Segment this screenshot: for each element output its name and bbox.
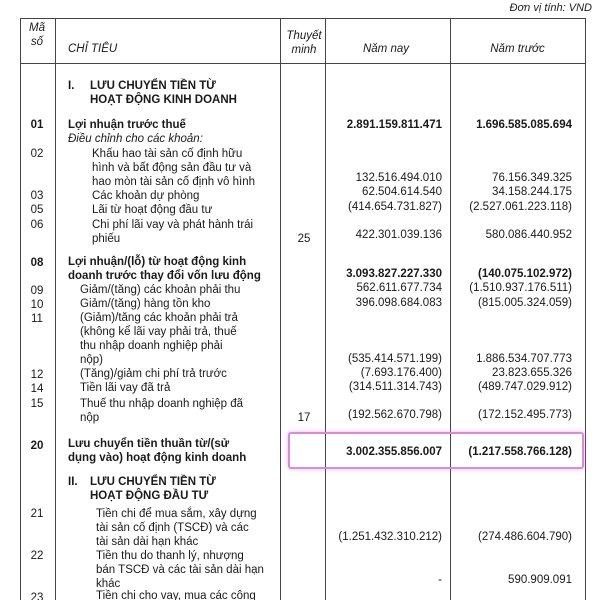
section-number: I. <box>68 80 75 92</box>
row-label: (Tăng)/giảm chi phí trả trước <box>80 368 227 380</box>
header-code: Mã <box>29 22 45 34</box>
row-label: Tiền chi cho vay, mua các công <box>96 590 256 600</box>
current-value: 3.002.355.856.007 <box>346 446 442 458</box>
row-label: Giảm/(tăng) hàng tồn kho <box>80 298 211 310</box>
previous-value: 34.158.244.175 <box>492 186 572 198</box>
row-code: 02 <box>30 148 44 160</box>
row-label: khác <box>96 578 121 590</box>
current-value: (1.251.432.310.212) <box>338 531 442 543</box>
previous-value: (1.510.937.176.511) <box>469 282 572 294</box>
section-title: HOẠT ĐỘNG KINH DOANH <box>90 94 237 106</box>
row-note: 17 <box>297 412 311 424</box>
row-label: Chi phí lãi vay và phát hành trái <box>92 219 254 231</box>
row-note: 25 <box>297 233 311 245</box>
row-label: thu nhập doanh nghiệp phải <box>80 340 223 352</box>
previous-value: 590.909.091 <box>508 574 572 586</box>
row-code: 15 <box>30 398 44 410</box>
row-label: Lãi từ hoạt động đầu tư <box>92 204 213 216</box>
row-code: 22 <box>30 550 44 562</box>
previous-value: 1.696.585.085.694 <box>476 119 572 131</box>
column-divider <box>55 18 56 600</box>
previous-value: (140.075.102.972) <box>478 268 572 280</box>
row-label: hao mòn tài sản cố định vô hình <box>92 176 256 188</box>
current-value: (314.511.314.743) <box>348 381 442 393</box>
row-label: Khấu hao tài sản cố định hữu <box>92 148 243 160</box>
previous-value: (274.486.604.790) <box>478 531 572 543</box>
current-value: - <box>438 574 442 586</box>
header-note: Thuyết <box>286 30 322 42</box>
previous-value: (815.005.324.059) <box>478 297 572 309</box>
section-title: LƯU CHUYỂN TIỀN TỪ <box>90 80 216 92</box>
current-value: 422.301.039.136 <box>355 229 442 241</box>
row-label: Giảm/(tăng) các khoản phải thu <box>80 284 241 296</box>
header-current-year: Năm nay <box>362 43 410 55</box>
previous-value: (1.217.558.766.128) <box>468 446 572 458</box>
row-label: bán TSCĐ và các tài sản dài hạn <box>96 564 264 576</box>
row-label: nộp) <box>80 354 104 366</box>
column-divider <box>325 18 326 600</box>
row-code: 23 <box>30 592 44 600</box>
row-label: Tiền thu do thanh lý, nhượng <box>96 550 244 562</box>
current-value: 132.516.494.010 <box>355 172 442 184</box>
row-label: Lợi nhuận/(lỗ) từ hoạt động kinh <box>68 256 247 268</box>
row-code: 01 <box>30 119 44 131</box>
previous-value: 1.886.534.707.773 <box>476 353 572 365</box>
current-value: 396.098.684.083 <box>355 297 442 309</box>
header-previous-year: Năm trước <box>490 43 545 55</box>
row-label: Lợi nhuận trước thuế <box>68 119 186 131</box>
row-code: 14 <box>30 383 44 395</box>
row-label: tài sản dài hạn khác <box>96 536 199 548</box>
row-label: tài sản cố định (TSCĐ) và các <box>96 522 249 534</box>
column-divider <box>585 18 586 600</box>
row-code: 03 <box>30 190 44 202</box>
header-code: số <box>30 36 44 48</box>
row-label: Lưu chuyển tiền thuần từ/(sử <box>68 438 230 450</box>
current-value: (192.562.670.798) <box>348 409 442 421</box>
previous-value: 23.823.655.326 <box>492 367 572 379</box>
current-value: 3.093.827.227.330 <box>346 268 442 280</box>
current-value: 562.611.677.734 <box>356 282 442 294</box>
current-value: (414.654.731.827) <box>348 201 442 213</box>
current-value: (535.414.571.199) <box>348 353 442 365</box>
current-value: 62.504.614.540 <box>362 186 442 198</box>
header-divider <box>20 63 585 64</box>
row-label: Thuế thu nhập doanh nghiệp đã <box>80 398 244 410</box>
row-code: 10 <box>30 299 44 311</box>
header-note: minh <box>291 44 317 56</box>
header-item: CHỈ TIÊU <box>68 43 118 55</box>
previous-value: (2.527.061.223.118) <box>469 201 572 213</box>
row-code: 12 <box>30 369 44 381</box>
row-code: 05 <box>30 204 44 216</box>
row-code: 11 <box>31 313 43 325</box>
row-label: dụng vào) hoạt động kinh doanh <box>68 452 247 464</box>
section-title: HOẠT ĐỘNG ĐẦU TƯ <box>90 490 209 502</box>
row-code: 20 <box>30 440 44 452</box>
row-label: hình và bất động sản đầu tư và <box>92 162 252 174</box>
highlight-box <box>288 432 584 469</box>
previous-value: (172.152.495.773) <box>478 409 572 421</box>
adjustments-label: Điều chỉnh cho các khoản: <box>68 133 203 145</box>
row-label: doanh trước thay đổi vốn lưu động <box>68 270 261 282</box>
row-code: 09 <box>30 285 44 297</box>
row-code: 06 <box>30 219 44 231</box>
current-value: (7.693.176.400) <box>360 367 442 379</box>
previous-value: (489.747.029.912) <box>478 381 572 393</box>
current-value: 2.891.159.811.471 <box>346 119 442 131</box>
previous-value: 580.086.440.952 <box>485 229 572 241</box>
section-number: II. <box>68 476 78 488</box>
row-code: 21 <box>30 508 44 520</box>
currency-unit: Đơn vị tính: VND <box>509 2 592 14</box>
previous-value: 76.156.349.325 <box>492 172 572 184</box>
column-divider <box>450 18 451 600</box>
row-code: 08 <box>30 257 44 269</box>
row-label: (Giảm)/tăng các khoản phải trả <box>80 312 238 324</box>
row-label: Các khoản dự phòng <box>92 190 200 202</box>
section-title: LƯU CHUYỂN TIỀN TỪ <box>90 476 216 488</box>
row-label: nộp <box>80 412 100 424</box>
row-label: phiếu <box>92 233 121 245</box>
row-label: Tiền chi để mua sắm, xây dựng <box>96 508 257 520</box>
column-divider <box>280 18 281 600</box>
row-label: Tiền lãi vay đã trả <box>80 382 171 394</box>
row-label: (không kể lãi vay phải trả, thuế <box>80 326 237 338</box>
